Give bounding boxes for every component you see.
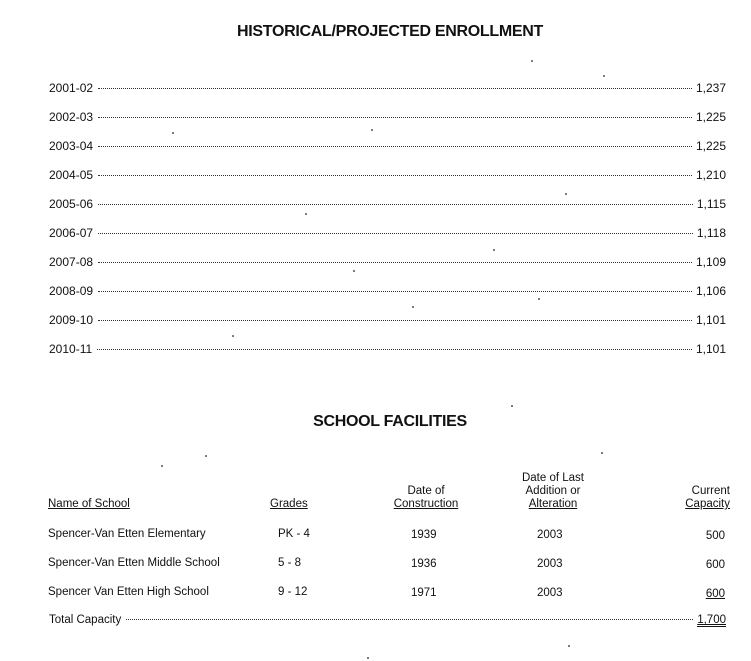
school-name: Spencer-Van Etten Middle School bbox=[48, 557, 220, 569]
dot-leader bbox=[98, 320, 692, 321]
school-grades: 9 - 12 bbox=[278, 586, 308, 598]
total-capacity-value: 1,700 bbox=[697, 614, 726, 626]
school-construction: 1939 bbox=[411, 529, 437, 541]
header-construction-line1: Date of bbox=[407, 485, 445, 497]
dot-leader bbox=[97, 349, 692, 350]
scan-speck bbox=[371, 129, 373, 131]
enrollment-value: 1,210 bbox=[695, 168, 726, 182]
header-alteration bbox=[508, 472, 598, 511]
school-alteration: 2003 bbox=[537, 529, 563, 541]
enrollment-title: HISTORICAL/PROJECTED ENROLLMENT bbox=[237, 23, 543, 40]
scan-speck bbox=[172, 132, 174, 134]
school-name: Spencer Van Etten High School bbox=[48, 586, 209, 598]
header-grades-label: Grades bbox=[270, 498, 308, 510]
school-alteration: 2003 bbox=[537, 558, 563, 570]
school-capacity: 600 bbox=[705, 588, 725, 600]
school-construction: 1971 bbox=[411, 587, 437, 599]
school-name: Spencer-Van Etten Elementary bbox=[48, 528, 206, 540]
scan-speck bbox=[412, 306, 414, 308]
enrollment-value: 1,101 bbox=[695, 342, 726, 356]
school-grades: 5 - 8 bbox=[278, 557, 302, 569]
enrollment-row bbox=[49, 226, 726, 242]
header-grades bbox=[270, 498, 308, 511]
dot-leader bbox=[98, 175, 692, 176]
school-alteration: 2003 bbox=[537, 587, 563, 599]
enrollment-value: 1,225 bbox=[695, 110, 726, 124]
enrollment-year: 2006-07 bbox=[49, 226, 94, 240]
school-grades: PK - 4 bbox=[278, 528, 310, 540]
enrollment-value: 1,118 bbox=[696, 226, 726, 240]
dot-leader bbox=[98, 204, 693, 205]
scan-speck bbox=[232, 335, 234, 337]
header-capacity-line1: Current bbox=[691, 485, 730, 497]
school-capacity: 500 bbox=[705, 530, 725, 542]
enrollment-year: 2001-02 bbox=[49, 81, 94, 95]
total-capacity-label: Total Capacity bbox=[49, 614, 122, 626]
enrollment-value: 1,237 bbox=[695, 81, 726, 95]
enrollment-year: 2005-06 bbox=[49, 197, 94, 211]
dot-leader bbox=[98, 233, 693, 234]
dot-leader bbox=[98, 117, 692, 118]
enrollment-row bbox=[49, 342, 726, 358]
dot-leader bbox=[126, 619, 693, 620]
enrollment-year: 2010-11 bbox=[49, 342, 93, 356]
header-name-label: Name of School bbox=[48, 498, 130, 510]
total-capacity-row bbox=[49, 614, 726, 630]
enrollment-value: 1,106 bbox=[695, 284, 726, 298]
facilities-title: SCHOOL FACILITIES bbox=[313, 413, 467, 430]
scan-speck bbox=[603, 75, 605, 77]
dot-leader bbox=[98, 291, 692, 292]
scan-speck bbox=[161, 465, 163, 467]
enrollment-row bbox=[49, 110, 726, 126]
scan-speck bbox=[353, 270, 355, 272]
scan-speck bbox=[511, 405, 513, 407]
header-alteration-line2: Addition or bbox=[525, 485, 581, 497]
scan-speck bbox=[305, 213, 307, 215]
enrollment-year: 2009-10 bbox=[49, 313, 94, 327]
enrollment-year: 2007-08 bbox=[49, 255, 94, 269]
enrollment-value: 1,115 bbox=[696, 197, 726, 211]
scan-speck bbox=[538, 298, 540, 300]
enrollment-year: 2004-05 bbox=[49, 168, 94, 182]
header-name bbox=[48, 498, 130, 511]
enrollment-row bbox=[49, 139, 726, 155]
scan-speck bbox=[205, 455, 207, 457]
dot-leader bbox=[98, 262, 692, 263]
enrollment-row bbox=[49, 255, 726, 271]
enrollment-year: 2002-03 bbox=[49, 110, 94, 124]
enrollment-value: 1,225 bbox=[695, 139, 726, 153]
header-alteration-line1: Date of Last bbox=[521, 472, 584, 484]
enrollment-row bbox=[49, 284, 726, 300]
enrollment-year: 2003-04 bbox=[49, 139, 94, 153]
enrollment-value: 1,109 bbox=[695, 255, 726, 269]
dot-leader bbox=[98, 146, 692, 147]
scan-speck bbox=[565, 193, 567, 195]
enrollment-year: 2008-09 bbox=[49, 284, 94, 298]
scan-speck bbox=[601, 452, 603, 454]
header-construction-line2: Construction bbox=[393, 498, 459, 510]
enrollment-row bbox=[49, 81, 726, 97]
enrollment-row bbox=[49, 168, 726, 184]
header-construction bbox=[386, 485, 466, 511]
header-alteration-line3: Alteration bbox=[528, 498, 578, 510]
enrollment-row bbox=[49, 197, 726, 213]
school-capacity: 600 bbox=[705, 559, 725, 571]
scan-speck bbox=[493, 249, 495, 251]
scan-speck bbox=[531, 60, 533, 62]
header-capacity-line2: Capacity bbox=[685, 498, 730, 510]
school-construction: 1936 bbox=[411, 558, 437, 570]
enrollment-row bbox=[49, 313, 726, 329]
scan-speck bbox=[568, 645, 570, 647]
enrollment-value: 1,101 bbox=[695, 313, 726, 327]
scan-speck bbox=[367, 657, 369, 659]
dot-leader bbox=[98, 88, 692, 89]
header-capacity bbox=[670, 485, 730, 511]
